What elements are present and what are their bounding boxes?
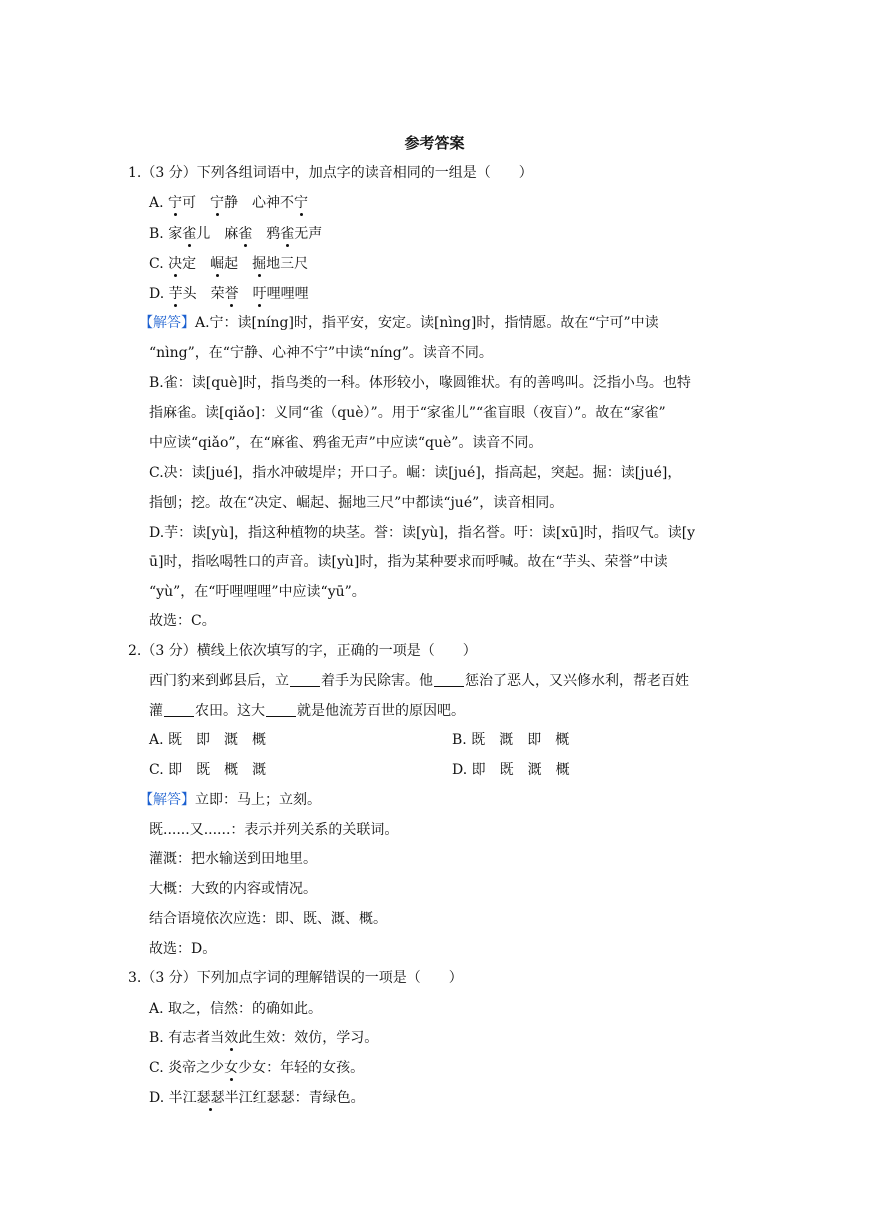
q1-answer-text: 中应读“qiǎo”，在“麻雀、鸦雀无声”中应读“què”。读音不同。 <box>149 435 543 451</box>
q2-option-d: D. 即 既 溉 概 <box>452 762 570 778</box>
q1-option-b: B. 家雀儿 麻雀 鸦雀无声 <box>149 226 323 242</box>
q1-answer-text: “nìng”，在“宁静、心神不宁”中读“níng”。读音不同。 <box>149 345 493 361</box>
q1-answer-text: B.雀：读[què]时，指鸟类的一科。体形较小，喙圆锥状。有的善鸣叫。泛指小鸟。也特 <box>149 375 691 391</box>
page-title: 参考答案 <box>404 134 465 152</box>
emphasis-char: 誉 <box>224 286 239 302</box>
answer-tag: 【解答】 <box>139 315 195 331</box>
q3-option-c: C. 炎帝之少女少女：年轻的女孩。 <box>149 1060 365 1076</box>
q1-answer-text: D.芋：读[yù]，指这种植物的块茎。誉：读[yù]，指名誉。吁：读[xū]时，指叹气。读[y <box>149 525 696 541</box>
emphasis-char: 雀 <box>182 226 197 242</box>
q1-answer-text: C.决：读[jué]，指水冲破堤岸；开口子。崛：读[jué]，指高起，突起。掘：读[jué]， <box>149 465 682 481</box>
q1-choice: 故选：C。 <box>149 613 216 629</box>
answer-tag: 【解答】 <box>139 792 195 808</box>
emphasis-char: 崛 <box>210 256 225 272</box>
q1-answer-text: ū]时，指吆喝牲口的声音。读[yù]时，指为某种要求而呼喊。故在“芋头、荣誉”中读 <box>149 554 668 570</box>
q2-answer-line: 【解答】立即：马上；立刻。 <box>139 792 321 808</box>
emphasis-char: 效 <box>224 1030 239 1046</box>
q1-option-d: D. 芋头 荣誉 吁哩哩哩 <box>149 286 309 302</box>
emphasis-char: 掘 <box>252 256 267 272</box>
emphasis-char: 决 <box>168 256 183 272</box>
q1-answer-text: 指刨；挖。故在“决定、崛起、掘地三尺”中都读“jué”，读音相同。 <box>149 495 564 511</box>
fill-blank <box>266 702 296 717</box>
q2-option-b: B. 既 溉 即 概 <box>452 732 570 748</box>
q1-answer-text: 指麻雀。读[qiǎo]：义同“雀（què）”。用于“家雀儿”“雀盲眼（夜盲）”。故在“家雀” <box>149 405 666 421</box>
q2-passage-line: 西门豹来到邺县后，立 着手为民除害。他 惩治了恶人，又兴修水利，帮老百姓 <box>149 673 689 689</box>
emphasis-char: 吁 <box>252 286 267 302</box>
emphasis-char: 瑟瑟 <box>196 1090 225 1106</box>
q3-option-b: B. 有志者当效此生效：效仿，学习。 <box>149 1030 379 1046</box>
q2-passage-line: 灌 农田。这大 就是他流芳百世的原因吧。 <box>149 703 465 719</box>
q1-option-c: C. 决定 崛起 掘地三尺 <box>149 256 309 272</box>
q2-stem: 2.（3 分）横线上依次填写的字，正确的一项是（ ） <box>128 643 477 659</box>
emphasis-char: 芋 <box>168 286 183 302</box>
q2-option-a: A. 既 即 溉 概 <box>149 732 267 748</box>
emphasis-char: 宁 <box>168 195 183 211</box>
emphasis-char: 雀 <box>280 226 295 242</box>
q3-option-d: D. 半江瑟瑟半江红瑟瑟：青绿色。 <box>149 1090 365 1106</box>
emphasis-char: 雀 <box>238 226 253 242</box>
fill-blank <box>434 672 464 687</box>
emphasis-char: 宁 <box>210 195 225 211</box>
q2-answer-text: 灌溉：把水输送到田地里。 <box>149 851 317 867</box>
fill-blank <box>290 672 320 687</box>
emphasis-char: 宁 <box>294 195 309 211</box>
q3-option-a: A. 取之，信然：的确如此。 <box>149 1001 323 1017</box>
q1-answer-text: “yù”，在“吁哩哩哩”中应读“yū”。 <box>149 584 366 600</box>
q2-answer-text: 结合语境依次应选：即、既、溉、概。 <box>149 911 387 927</box>
q2-choice: 故选：D。 <box>149 941 217 957</box>
emphasis-char: 女 <box>224 1060 239 1076</box>
q1-answer-line: 【解答】A.宁：读[níng]时，指平安，安定。读[nìng]时，指情愿。故在“宁可”中读 <box>139 315 659 331</box>
q2-option-c: C. 即 既 概 溉 <box>149 762 267 778</box>
q1-option-a: A. 宁可 宁静 心神不宁 <box>149 195 309 211</box>
fill-blank <box>164 702 194 717</box>
q1-stem: 1.（3 分）下列各组词语中，加点字的读音相同的一组是（ ） <box>128 165 533 181</box>
q3-stem: 3.（3 分）下列加点字词的理解错误的一项是（ ） <box>128 970 463 986</box>
q2-answer-text: 大概：大致的内容或情况。 <box>149 881 317 897</box>
q2-answer-text: 既......又......：表示并列关系的关联词。 <box>149 822 399 838</box>
